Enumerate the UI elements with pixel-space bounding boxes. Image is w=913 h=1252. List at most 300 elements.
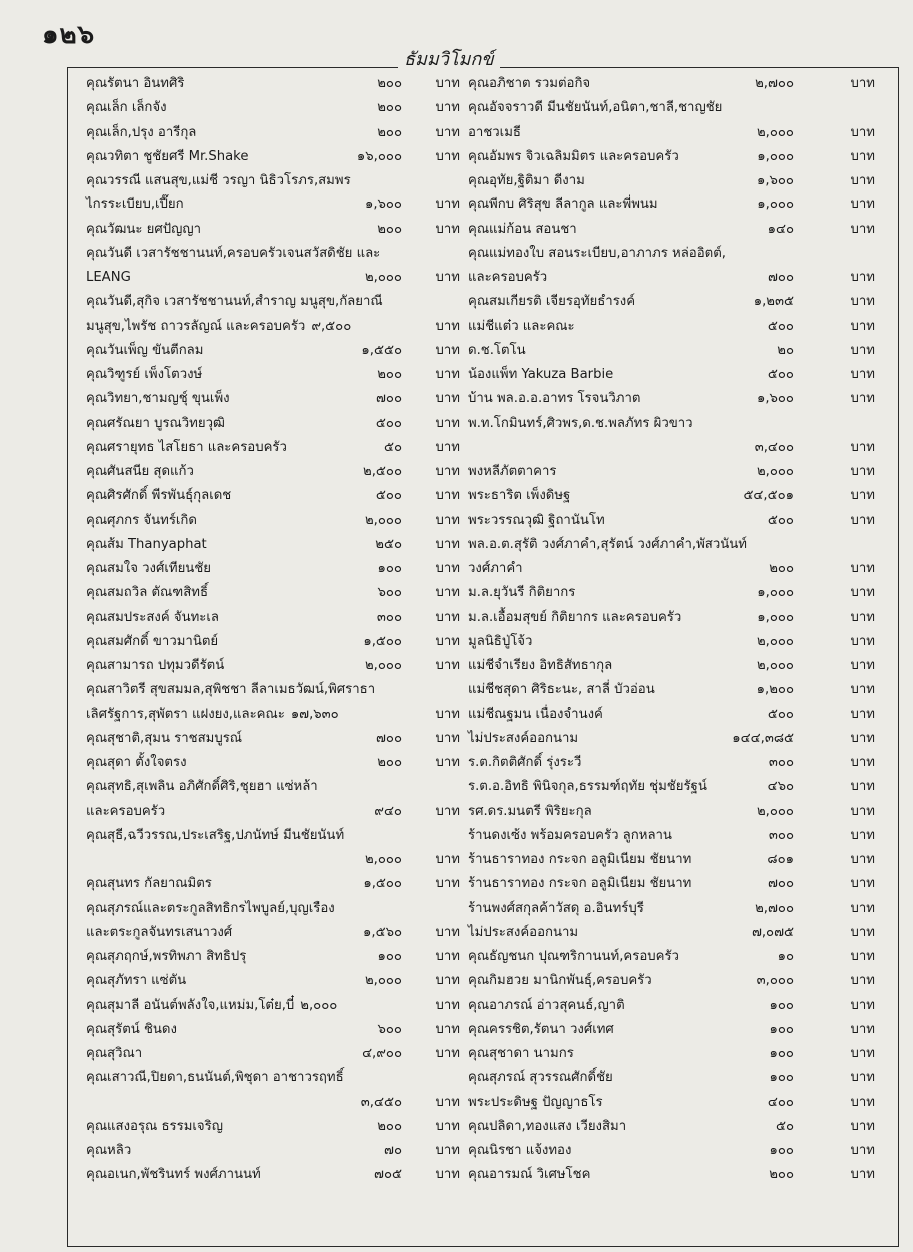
currency-unit: บาท — [435, 658, 460, 673]
donor-name: และตระกูลจันทรเสนาวงศ์ — [86, 924, 233, 940]
donation-amount: ๑,๕๐๐ — [363, 633, 402, 649]
currency-unit: บาท — [435, 852, 460, 867]
donor-name: คุณสุทธิ,สุเพลิน อภิศักดิ์ศิริ,ชุยฮา แซ่หล้า — [86, 779, 318, 795]
donor-name: คุณวันดี เวสารัชชานนท์,ครอบครัวเจนสวัสดิชัย และ — [86, 245, 381, 261]
currency-unit: บาท — [435, 876, 460, 892]
donation-amount: ๓,๔๐๐ — [754, 439, 794, 455]
donor-row — [468, 145, 888, 169]
donor-row — [86, 678, 460, 702]
donation-amount: ๑๔๔,๓๘๕ — [732, 730, 794, 746]
donor-name: เลิศรัฐการ,สุพัตรา แฝงยง,และคณะ — [86, 706, 285, 722]
donor-name: คุณอุทัย,ฐิติมา ดีงาม — [468, 173, 585, 188]
donor-name: ร้านดงเซ้ง พร้อมครอบครัว ลูกหลาน — [468, 827, 672, 843]
donor-name: ร.ต.กิตติศักดิ์ รุ่งระวี — [468, 755, 582, 770]
donor-row — [468, 1042, 888, 1066]
donation-amount: ๑๐๐ — [769, 1021, 794, 1037]
donor-name: คุณอาภรณ์ อ่าวสุคนธ์,ญาติ — [468, 997, 625, 1013]
currency-unit: บาท — [435, 973, 460, 989]
currency-unit: บาท — [850, 609, 875, 625]
donor-name: คุณอารมณ์ วิเศษโชค — [468, 1167, 591, 1183]
donor-row — [86, 1018, 460, 1042]
donor-name: อาชวเมธี — [468, 124, 521, 140]
donation-amount: ๑,๐๐๐ — [757, 148, 794, 164]
currency-unit: บาท — [435, 488, 460, 504]
donor-name: คุณสมเกียรติ เจียรอุทัยธำรงค์ — [468, 294, 636, 310]
donor-name: คุณสุภฤกษ์,พรทิพภา สิทธิปรุ — [86, 949, 247, 964]
currency-unit: บาท — [435, 76, 460, 91]
currency-unit: บาท — [435, 609, 460, 625]
currency-unit: บาท — [850, 682, 875, 698]
donor-name: มนูสุข,ไพรัช ถาวรลัญณ์ และครอบครัว — [86, 318, 306, 334]
donor-name: คุณวรรณี แสนสุข,แม่ชี วรญา นิธิวโรภร,สมพร — [86, 173, 351, 188]
donation-amount: ๓๐๐ — [376, 609, 402, 625]
currency-unit: บาท — [850, 876, 875, 892]
currency-unit: บาท — [850, 173, 875, 188]
donor-row — [86, 436, 460, 460]
donor-name: คุณสมประสงค์ จันทะเล — [86, 609, 219, 625]
donor-name: คุณครรชิต,รัตนา วงศ์เทศ — [468, 1021, 614, 1037]
donor-name: ไม่ประสงค์ออกนาม — [468, 924, 579, 940]
donor-row — [468, 436, 888, 460]
donor-name: ด.ช.โตโน — [468, 342, 526, 358]
currency-unit: บาท — [435, 706, 460, 722]
currency-unit: บาท — [850, 124, 875, 140]
donor-row — [86, 193, 460, 217]
donor-row — [468, 630, 888, 654]
donation-amount: ๔๐๐ — [767, 1094, 794, 1110]
donor-name: พระวรรณวุฒิ ฐิถานันโท — [468, 512, 605, 528]
donor-row — [86, 994, 460, 1018]
donation-amount: ๓๐๐ — [768, 755, 794, 770]
currency-unit: บาท — [435, 633, 460, 649]
currency-unit: บาท — [850, 342, 875, 358]
currency-unit: บาท — [850, 1118, 875, 1134]
donor-row — [468, 315, 888, 339]
donor-name: แม่ชีแต๋ว และคณะ — [468, 318, 575, 334]
donor-name: คุณสมศักดิ์ ขาวมานิตย์ — [86, 633, 219, 649]
currency-unit: บาท — [850, 367, 875, 382]
currency-unit: บาท — [850, 1021, 875, 1037]
donor-name: คุณอัมพร จิวเฉลิมมิตร และครอบครัว — [468, 148, 679, 164]
donor-row — [86, 533, 460, 557]
donation-amount: ๖๐๐ — [377, 585, 402, 601]
donation-amount: ๕๐ — [383, 439, 402, 455]
currency-unit: บาท — [850, 658, 875, 673]
currency-unit: บาท — [850, 949, 875, 964]
donation-amount: ๒๕๐ — [375, 536, 402, 552]
donor-name: คุณวิทยา,ชามญชุ์ ขุนเพ็ง — [86, 391, 230, 407]
currency-unit: บาท — [435, 415, 460, 431]
donor-name: คุณแม่ทองใบ สอนระเบียบ,อาภาภร หล่ออิตต์, — [468, 245, 726, 261]
donation-amount: ๒๐๐ — [769, 1167, 794, 1183]
donation-amount: ๗๐๐ — [375, 730, 402, 746]
donor-name: ม.ล.เอื้อมสุขย์ กิติยากร และครอบครัว — [468, 609, 682, 625]
donor-row — [86, 1066, 460, 1090]
donation-amount: ๑๗,๖๓๐ — [290, 706, 339, 722]
donor-row — [86, 387, 460, 411]
donor-name: คุณแม่ก้อน สอนชา — [468, 221, 577, 237]
currency-unit: บาท — [850, 270, 875, 285]
donation-amount: ๒,๐๐๐ — [364, 512, 402, 528]
donor-row — [468, 1139, 888, 1163]
donor-list-left — [86, 72, 460, 1188]
donor-row — [86, 945, 460, 969]
donation-amount: ๑,๒๓๕ — [753, 294, 794, 310]
donor-name: คุณวันดี,สุกิจ เวสารัชชานนท์,สำราญ มนูสุข,กัลยาณี — [86, 294, 383, 310]
donor-row — [86, 848, 460, 872]
donor-name: คุณสุภัทรา แซ่ตัน — [86, 973, 187, 989]
donor-row — [86, 1091, 460, 1115]
currency-unit: บาท — [850, 779, 875, 795]
donation-amount: ๑๖,๐๐๐ — [356, 148, 402, 164]
donation-amount: ๒๐๐ — [377, 755, 402, 770]
currency-unit: บาท — [435, 730, 460, 746]
donor-name: คุณสามารถ ปทุมวดีรัตน์ — [86, 658, 225, 673]
donation-amount: ๗๐๕ — [374, 1167, 402, 1183]
donation-amount: ๑,๐๐๐ — [757, 585, 794, 601]
donor-row — [468, 363, 888, 387]
donor-name: คุณเล็ก,ปรุง อารีกุล — [86, 124, 197, 140]
currency-unit: บาท — [435, 755, 460, 770]
currency-unit: บาท — [435, 803, 460, 819]
donor-row — [86, 509, 460, 533]
donor-row — [468, 1115, 888, 1139]
donor-name: คุณสุชาติ,สุมน ราชสมบูรณ์ — [86, 730, 243, 746]
donation-amount: ๒๐๐ — [377, 1118, 402, 1134]
donor-row — [468, 654, 888, 678]
donor-name: คุณเสาวณี,ปิยดา,ธนนันต์,พิชุดา อาชาวรฤทธิ์ — [86, 1070, 344, 1086]
donation-amount: ๕๐๐ — [767, 367, 794, 382]
donor-row — [86, 969, 460, 993]
donor-row — [86, 1139, 460, 1163]
donor-name: คุณสุมาลี อนันต์พลังใจ,แหม่ม,โต๋ย,บี๋ — [86, 997, 295, 1013]
currency-unit: บาท — [850, 827, 875, 843]
currency-unit: บาท — [850, 924, 875, 940]
donation-amount: ๒๐๐ — [377, 100, 402, 116]
donor-row — [468, 460, 888, 484]
donation-amount: ๑๐๐ — [377, 561, 402, 576]
donor-name: พระธาริต เพ็งดิษฐ — [468, 488, 571, 504]
currency-unit: บาท — [435, 1094, 460, 1110]
donor-row — [86, 654, 460, 678]
donor-name: คุณอัจจราวดี มีนชัยนันท์,อนิตา,ชาลี,ชาญชัย — [468, 100, 723, 116]
donor-name: แม่ชีณฐมน เนื่องจำนงค์ — [468, 706, 603, 722]
currency-unit: บาท — [435, 949, 460, 964]
donor-name: น้องแพ็ท Yakuza Barbie — [468, 367, 614, 382]
donor-row — [468, 897, 888, 921]
donor-row — [468, 1018, 888, 1042]
donor-row — [468, 969, 888, 993]
donor-row — [468, 800, 888, 824]
donor-name: ไกรระเบียบ,เปี๊ยก — [86, 197, 184, 213]
donor-row — [86, 266, 460, 290]
currency-unit: บาท — [850, 585, 875, 601]
donor-name: คุณสุภรณ์ สุวรรณศักดิ์ชัย — [468, 1070, 613, 1086]
currency-unit: บาท — [850, 294, 875, 310]
currency-unit: บาท — [850, 488, 875, 504]
currency-unit: บาท — [435, 997, 460, 1013]
currency-unit: บาท — [850, 633, 875, 649]
donor-name: ร้านพงศ์สกุลค้าวัสดุ อ.อินทร์บุรี — [468, 900, 644, 916]
donor-row — [86, 703, 460, 727]
header-title: ธัมมวิโมกข์ — [398, 44, 500, 73]
donor-row — [468, 824, 888, 848]
donation-amount: ๒,๐๐๐ — [756, 124, 794, 140]
donor-name: ม.ล.ยุวันรี กิติยากร — [468, 585, 576, 601]
donor-row — [86, 800, 460, 824]
donation-amount: ๑๔๐ — [767, 221, 794, 237]
donor-row — [468, 678, 888, 702]
donor-row — [468, 484, 888, 508]
donor-name: คุณวัฒนะ ยศปัญญา — [86, 221, 202, 237]
donor-row — [468, 557, 888, 581]
donor-name: คุณเล็ก เล็กจัง — [86, 100, 167, 116]
donor-name: พงหลีภัตตาคาร — [468, 464, 557, 479]
donor-name: คุณสมใจ วงศ์เทียนชัย — [86, 561, 211, 576]
donor-name: คุณสมถวิล ตัณฑสิทธิ์ — [86, 585, 208, 601]
currency-unit: บาท — [850, 391, 875, 407]
currency-unit: บาท — [435, 924, 460, 940]
currency-unit: บาท — [435, 100, 460, 116]
donor-row — [468, 387, 888, 411]
donor-row — [468, 581, 888, 605]
donor-name: คุณสุนทร กัลยาณมิตร — [86, 876, 212, 892]
donor-name: ร.ต.อ.อิทธิ พินิจกุล,ธรรมฑ์ฤทัย ชุ่มชัยรัฐน์ — [468, 779, 707, 795]
donor-row — [86, 460, 460, 484]
donation-amount: ๕๐๐ — [767, 512, 794, 528]
donor-name: คุณศรายุทธ ไสโยธา และครอบครัว — [86, 439, 287, 455]
donation-amount: ๒๐๐ — [769, 561, 794, 576]
currency-unit: บาท — [850, 755, 875, 770]
currency-unit: บาท — [850, 803, 875, 819]
donor-name: คุณแสงอรุณ ธรรมเจริญ — [86, 1118, 223, 1134]
donor-name: คุณอภิชาต รวมต่อกิจ — [468, 76, 591, 91]
donor-row — [468, 169, 888, 193]
currency-unit: บาท — [435, 124, 460, 140]
currency-unit: บาท — [850, 148, 875, 164]
donation-amount: ๗๐๐ — [767, 876, 794, 892]
donor-name: คุณสุธี,ฉวีวรรณ,ประเสริฐ,ปภนัทษ์ มีนชัยนันท์ — [86, 827, 345, 843]
donation-amount: ๕๐๐ — [767, 318, 794, 334]
donation-amount: ๒,๐๐๐ — [756, 464, 794, 479]
donor-name: คุณศิรศักดิ์ พีรพันธุ์กุลเดช — [86, 488, 232, 504]
donation-amount: ๒๐๐ — [377, 76, 402, 91]
donor-row — [468, 703, 888, 727]
donor-name: คุณรัตนา อินทศิริ — [86, 76, 185, 91]
donation-amount: ๕๐๐ — [375, 488, 402, 504]
donation-amount: ๒,๕๐๐ — [363, 464, 402, 479]
donation-amount: ๓,๐๐๐ — [756, 973, 794, 989]
donor-row — [468, 339, 888, 363]
donor-name: คุณธัญชนก ปุณฑริกานนท์,ครอบครัว — [468, 949, 679, 964]
donation-amount: ๒๐๐ — [377, 367, 402, 382]
donor-name: คุณสุรัตน์ ชินดง — [86, 1021, 177, 1037]
donor-name: แม่ชีจำเรียง อิทธิสัทธากุล — [468, 658, 613, 673]
donor-row — [86, 145, 460, 169]
donor-name: พล.อ.ต.สุรัติ วงศ์ภาคำ,สุรัตน์ วงศ์ภาคำ,พัสวนันท์ — [468, 536, 747, 552]
donor-row — [86, 242, 460, 266]
donor-name: และครอบครัว — [468, 270, 548, 285]
currency-unit: บาท — [850, 852, 875, 867]
donation-amount: ๑,๖๐๐ — [364, 197, 402, 213]
donor-row — [468, 533, 888, 557]
donation-amount: ๒,๐๐๐ — [364, 270, 402, 285]
donation-amount: ๓๐๐ — [768, 827, 794, 843]
donor-name: พ.ท.โกมินทร์,ศิวพร,ด.ช.พลภัทร ผิวขาว — [468, 415, 693, 431]
donor-row — [86, 121, 460, 145]
donor-name: LEANG — [86, 270, 131, 285]
donor-row — [86, 727, 460, 751]
page-number: ๑๒๖ — [42, 20, 96, 50]
donor-row — [86, 581, 460, 605]
donor-row — [86, 412, 460, 436]
donation-amount: ๑๐๐ — [769, 1070, 794, 1086]
currency-unit: บาท — [435, 439, 460, 455]
donor-name: คุณสุชาดา นามกร — [468, 1046, 574, 1061]
donor-name: คุณศันสนีย สุดแก้ว — [86, 464, 194, 479]
donation-amount: ๑,๐๐๐ — [757, 197, 794, 213]
donor-row — [86, 1042, 460, 1066]
donor-row — [86, 872, 460, 896]
donor-row — [468, 121, 888, 145]
donor-row — [468, 290, 888, 314]
donor-name: มูลนิธิปู่โจ้ว — [468, 633, 533, 649]
currency-unit: บาท — [435, 221, 460, 237]
currency-unit: บาท — [435, 1143, 460, 1158]
currency-unit: บาท — [850, 76, 875, 91]
currency-unit: บาท — [435, 561, 460, 576]
donation-amount: ๗๐๐ — [767, 270, 794, 285]
donor-row — [468, 96, 888, 120]
donation-amount: ๒,๗๐๐ — [755, 76, 794, 91]
donation-amount: ๑๐๐ — [377, 949, 402, 964]
donor-name: ร้านธาราทอง กระจก อลูมิเนียม ชัยนาท — [468, 876, 692, 892]
donor-row — [86, 606, 460, 630]
currency-unit: บาท — [850, 561, 875, 576]
donor-row — [86, 218, 460, 242]
donor-row — [468, 994, 888, 1018]
donor-row — [468, 727, 888, 751]
donation-amount: ๒,๐๐๐ — [364, 658, 402, 673]
donation-amount: ๒,๗๐๐ — [755, 900, 794, 916]
donation-amount: ๒,๐๐๐ — [756, 658, 794, 673]
donor-row — [86, 751, 460, 775]
currency-unit: บาท — [850, 439, 875, 455]
donor-row — [86, 96, 460, 120]
donor-row — [468, 606, 888, 630]
donor-row — [86, 1115, 460, 1139]
currency-unit: บาท — [435, 318, 460, 334]
donation-amount: ๓,๔๕๐ — [360, 1094, 402, 1110]
donation-amount: ๒๐ — [777, 342, 794, 358]
donor-row — [468, 775, 888, 799]
donation-amount: ๒,๐๐๐ — [756, 633, 794, 649]
currency-unit: บาท — [435, 585, 460, 601]
donation-amount: ๔,๙๐๐ — [362, 1046, 402, 1061]
currency-unit: บาท — [435, 512, 460, 528]
donation-amount: ๑๐๐ — [769, 1143, 794, 1158]
donation-amount: ๗๐๐ — [375, 391, 402, 407]
donation-amount: ๑,๕๐๐ — [363, 876, 402, 892]
donation-amount: ๑,๕๖๐ — [363, 924, 402, 940]
donor-row — [468, 751, 888, 775]
currency-unit: บาท — [435, 1046, 460, 1061]
donor-row — [86, 630, 460, 654]
donor-row — [86, 897, 460, 921]
donor-row — [86, 339, 460, 363]
currency-unit: บาท — [850, 730, 875, 746]
donor-name: วงศ์ภาคำ — [468, 561, 523, 576]
donor-row — [86, 557, 460, 581]
donation-amount: ๑๐๐ — [769, 1046, 794, 1061]
donor-row — [86, 484, 460, 508]
donor-row — [468, 1091, 888, 1115]
donor-row — [468, 412, 888, 436]
donor-row — [468, 193, 888, 217]
donor-row — [86, 72, 460, 96]
donation-amount: ๒,๐๐๐ — [756, 803, 794, 819]
donor-row — [86, 824, 460, 848]
currency-unit: บาท — [435, 1167, 460, 1183]
donor-row — [468, 921, 888, 945]
donor-name: คุณศรัณยา บูรณวิทยวุฒิ — [86, 415, 225, 431]
donor-name: พระประดิษฐ ปัญญาธโร — [468, 1094, 603, 1110]
donation-amount: ๙,๕๐๐ — [311, 318, 352, 334]
donation-amount: ๒๐๐ — [377, 221, 402, 237]
donation-amount: ๑,๐๐๐ — [757, 609, 794, 625]
currency-unit: บาท — [850, 1046, 875, 1061]
currency-unit: บาท — [850, 973, 875, 989]
donor-name: และครอบครัว — [86, 803, 166, 819]
currency-unit: บาท — [435, 1118, 460, 1134]
currency-unit: บาท — [850, 1143, 875, 1158]
currency-unit: บาท — [435, 391, 460, 407]
donation-amount: ๔๖๐ — [767, 779, 794, 795]
donation-amount: ๑,๕๕๐ — [361, 342, 402, 358]
currency-unit: บาท — [435, 536, 460, 552]
currency-unit: บาท — [435, 464, 460, 479]
donor-row — [468, 945, 888, 969]
donor-name: คุณวันเพ็ญ ขันตีกลม — [86, 342, 204, 358]
donor-row — [468, 872, 888, 896]
donation-amount: ๗,๐๗๕ — [751, 924, 794, 940]
donor-name: คุณกิมฮวย มานิกพันธุ์,ครอบครัว — [468, 973, 652, 989]
currency-unit: บาท — [850, 1070, 875, 1086]
donor-row — [468, 1066, 888, 1090]
donation-amount: ๕๐ — [775, 1118, 794, 1134]
donor-name: คุณอเนก,พัชรินทร์ พงศ์ภานนท์ — [86, 1167, 261, 1183]
donation-amount: ๑,๖๐๐ — [756, 173, 794, 188]
donation-amount: ๕๐๐ — [375, 415, 402, 431]
currency-unit: บาท — [435, 342, 460, 358]
donor-row — [86, 169, 460, 193]
donation-amount: ๒,๐๐๐ — [300, 997, 338, 1013]
donor-name: บ้าน พล.อ.อ.อาทร โรจนวิภาต — [468, 391, 641, 407]
donor-name: ไม่ประสงค์ออกนาม — [468, 730, 579, 746]
currency-unit: บาท — [850, 512, 875, 528]
donation-amount: ๑,๒๐๐ — [756, 682, 794, 698]
currency-unit: บาท — [435, 197, 460, 213]
donor-name: คุณพีกบ ศิริสุข ลีลากูล และพี่พนม — [468, 197, 658, 213]
donor-name: คุณส้ม Thanyaphat — [86, 536, 207, 552]
donor-row — [468, 1163, 888, 1187]
donor-list-right — [468, 72, 888, 1188]
donor-row — [86, 775, 460, 799]
donation-amount: ๑๐ — [777, 949, 794, 964]
donation-amount: ๖๐๐ — [377, 1021, 402, 1037]
donation-amount: ๒,๐๐๐ — [364, 973, 402, 989]
donor-name: คุณหลิว — [86, 1143, 132, 1158]
